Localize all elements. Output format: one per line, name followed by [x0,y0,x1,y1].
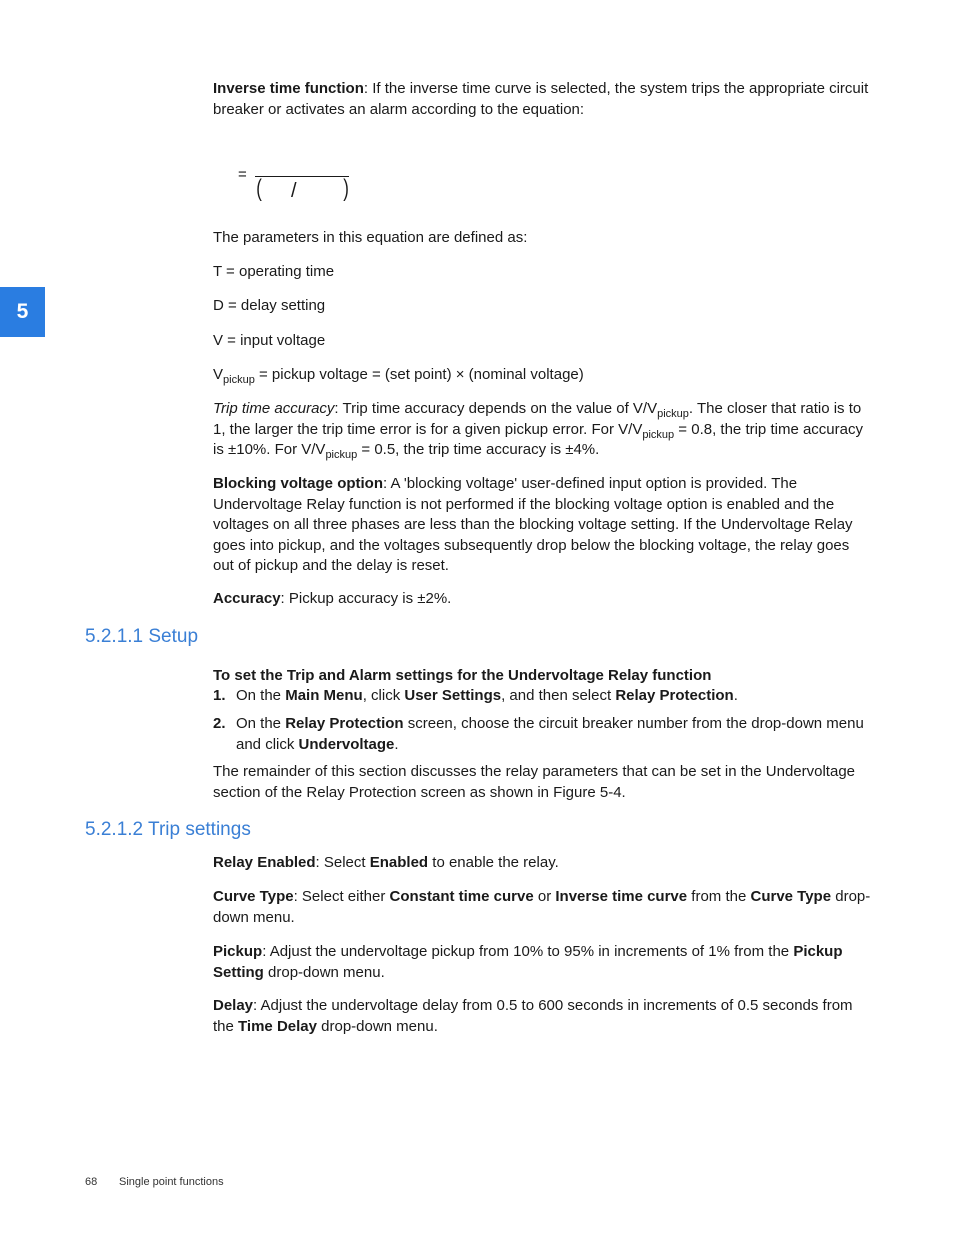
trip-settings-heading: 5.2.1.2 Trip settings [85,819,251,840]
relay-enabled-value: Enabled [369,854,429,871]
pickup-subscript: pickup [325,449,358,461]
curve-type-text-a: : Select either [293,888,390,905]
step2-undervoltage: Undervoltage [298,735,395,753]
param-t: T = operating time [213,263,335,280]
step2-text-c: screen, choose the circuit breaker number from the drop-down menu and click [236,715,864,753]
delay-text-c: drop-down menu. [316,1017,438,1035]
vpickup-definition: = pickup voltage = (set point) × (nominal voltage) [254,366,584,383]
step2-text-e: . [394,735,399,753]
pickup-setting-menu-name: Pickup Setting [213,943,843,981]
accuracy-label: Accuracy [213,590,281,607]
blocking-voltage-text: : A 'blocking voltage' user-defined input option is provided. The Undervoltage Relay function is not performed if the blocking voltage option is enabled and the voltages on all three phases are less than the blocking voltage setting. If the Undervoltage Relay goes into pickup, and the voltages subsequently drop below the blocking voltage, the relay goes out of pickup and the delay is reset. [213,475,853,574]
step2-text-a: On the [236,715,286,732]
param-v: V = input voltage [213,332,326,349]
trip-accuracy-text-4: = 0.5, the trip time accuracy is ±4%. [357,441,600,458]
fraction-bar [255,176,349,177]
trip-accuracy-text-1: : Trip time accuracy depends on the value of V/V [334,400,658,417]
blocking-voltage-paragraph [213,474,873,577]
step-1 [213,686,873,707]
inverse-time-text: : If the inverse time curve is selected, the system trips the appropriate circuit breaker or activates an alarm according to the equation: [213,80,869,118]
pickup-paragraph [213,942,873,983]
pickup-subscript: pickup [657,408,689,420]
pickup-label: Pickup [213,943,263,960]
step1-text-c: , click [362,687,405,704]
step1-relay-protection: Relay Protection [615,687,734,704]
chapter-tab [0,287,45,337]
inverse-time-curve: Inverse time curve [555,888,688,905]
accuracy-text: : Pickup accuracy is ±2%. [280,590,452,607]
procedure-title: To set the Trip and Alarm settings for the Undervoltage Relay function [213,667,712,684]
step2-relay-protection: Relay Protection [285,715,404,732]
step1-text-a: On the [236,687,286,704]
step-number: 2. [213,715,226,732]
curve-type-text-g: drop-down menu. [213,888,871,926]
relay-enabled-text-a: : Select [315,854,370,871]
pickup-text-a: : Adjust the undervoltage pickup from 10% to 95% in increments of 1% from the [262,943,794,960]
time-delay-menu-name: Time Delay [238,1017,317,1035]
page-number: 68 [85,1176,98,1188]
relay-enabled-text-c: to enable the relay. [428,854,559,871]
curve-type-menu-name: Curve Type [750,888,832,905]
setup-heading: 5.2.1.1 Setup [85,626,199,647]
constant-time-curve: Constant time curve [389,888,534,905]
step-number: 1. [213,687,226,704]
param-d: D = delay setting [213,297,326,314]
curve-type-text-c: or [533,888,556,905]
trip-accuracy-text-3: = 0.8, the trip time accuracy is ±10%. For V/V [213,420,863,458]
relay-enabled-paragraph [213,853,873,874]
delay-label: Delay [213,997,254,1014]
params-intro: The parameters in this equation are defined as: [213,229,528,246]
relay-enabled-label: Relay Enabled [213,854,316,871]
remainder-paragraph: The remainder of this section discusses the relay parameters that can be set in the Undervoltage section of the Relay Protection screen as shown in Figure 5-4. [213,763,856,801]
pickup-subscript: pickup [642,428,675,441]
inverse-time-paragraph [213,79,873,120]
chapter-number: 5 [16,299,29,323]
accuracy-paragraph [213,589,873,610]
curve-type-label: Curve Type [213,888,294,905]
trip-accuracy-text-2: . The closer that ratio is to 1, the larger the trip time error is for a given pickup error. For V/V [213,400,862,438]
equation-left-paren: ( [256,175,262,202]
step-2 [213,714,873,755]
equation-slash: / [291,180,297,202]
trip-time-accuracy-label: Trip time accuracy [213,400,335,417]
step1-user-settings: User Settings [404,687,502,704]
equation-right-paren: ) [343,175,349,202]
delay-paragraph [213,996,873,1037]
step1-text-g: . [733,687,738,704]
equation-equals: = [238,166,247,183]
equation [238,163,358,205]
step1-main-menu: Main Menu [285,687,363,704]
curve-type-text-e: from the [687,888,751,905]
curve-type-paragraph [213,887,873,928]
footer-section-title: Single point functions [119,1176,224,1188]
inverse-time-label: Inverse time function [213,80,364,97]
delay-text-a: : Adjust the undervoltage delay from 0.5 to 600 seconds in increments of 0.5 seconds from the [213,997,853,1035]
vpickup-subscript: pickup [223,374,255,386]
vpickup-symbol: V [213,366,224,383]
param-vpickup [213,365,873,386]
pickup-text-c: drop-down menu. [263,963,385,981]
trip-time-accuracy-paragraph [213,399,873,461]
step1-text-e: , and then select [501,687,616,704]
blocking-voltage-label: Blocking voltage option [213,475,384,492]
